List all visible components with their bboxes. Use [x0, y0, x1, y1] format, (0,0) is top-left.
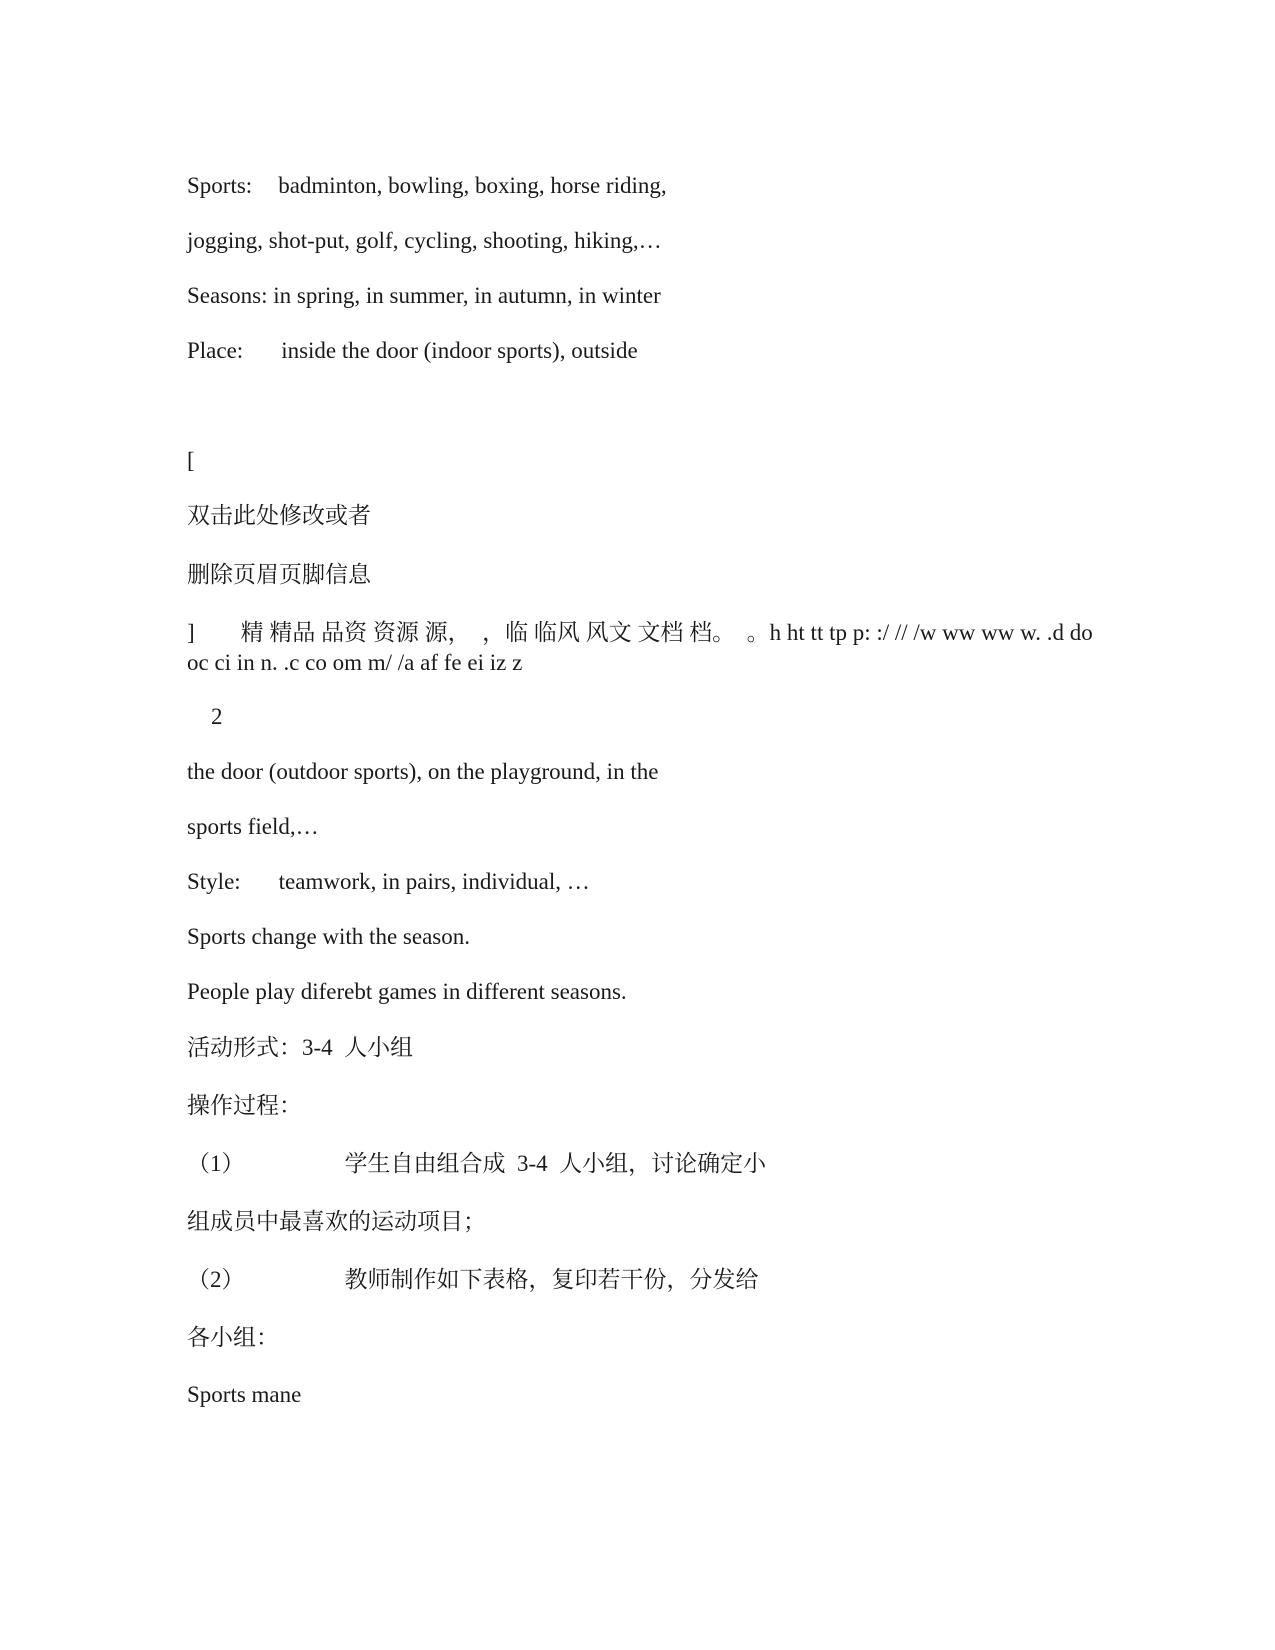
- style-label: Style:: [187, 869, 241, 894]
- place-label: Place:: [187, 338, 244, 363]
- sports-list: badminton, bowling, boxing, horse riding,: [278, 173, 667, 198]
- header-footer-notice-1: 双击此处修改或者: [187, 503, 371, 528]
- sports-list-continued: jogging, shot-put, golf, cycling, shooting, hiking,…: [187, 228, 662, 253]
- sports-line: [187, 172, 667, 200]
- page-number: 2: [211, 704, 223, 729]
- bracket-open: [: [187, 448, 195, 473]
- step-2-line: [187, 1266, 759, 1294]
- watermark-text: ] 精 精品 品资 资源 源， ，临 临风 风文 文档 档。 。h ht tt tp p: :/ // /w ww ww w. .d do oc ci in n. .c co om m/ /a af fe ei iz z: [187, 620, 1093, 675]
- step-1-line: [187, 1150, 766, 1178]
- style-text: teamwork, in pairs, individual, …: [278, 869, 590, 894]
- procedure-heading: 操作过程：: [187, 1093, 302, 1118]
- people-sentence: People play diferebt games in different seasons.: [187, 979, 627, 1004]
- step-2-label: （2）: [187, 1267, 245, 1292]
- step-2-continued: 各小组：: [187, 1325, 279, 1350]
- activity-form-line: 活动形式：3-4 人小组: [187, 1035, 414, 1060]
- step-1-label: （1）: [187, 1151, 245, 1176]
- sports-label: Sports:: [187, 173, 253, 198]
- place-text: inside the door (indoor sports), outside: [281, 338, 638, 363]
- style-line: [187, 868, 590, 896]
- sports-mane-line: Sports mane: [187, 1382, 302, 1407]
- step-2-text: 教师制作如下表格，复印若干份，分发给: [344, 1267, 759, 1292]
- place-line: [187, 337, 638, 365]
- step-1-text: 学生自由组合成 3-4 人小组，讨论确定小: [344, 1151, 767, 1176]
- seasons-line: Seasons: in spring, in summer, in autumn, in winter: [187, 283, 661, 308]
- place-continued-line: the door (outdoor sports), on the playground, in the: [187, 759, 659, 784]
- header-footer-notice-2: 删除页眉页脚信息: [187, 562, 371, 587]
- season-sentence: Sports change with the season.: [187, 924, 470, 949]
- step-1-continued: 组成员中最喜欢的运动项目；: [187, 1209, 486, 1234]
- place-continued-line-2: sports field,…: [187, 814, 319, 839]
